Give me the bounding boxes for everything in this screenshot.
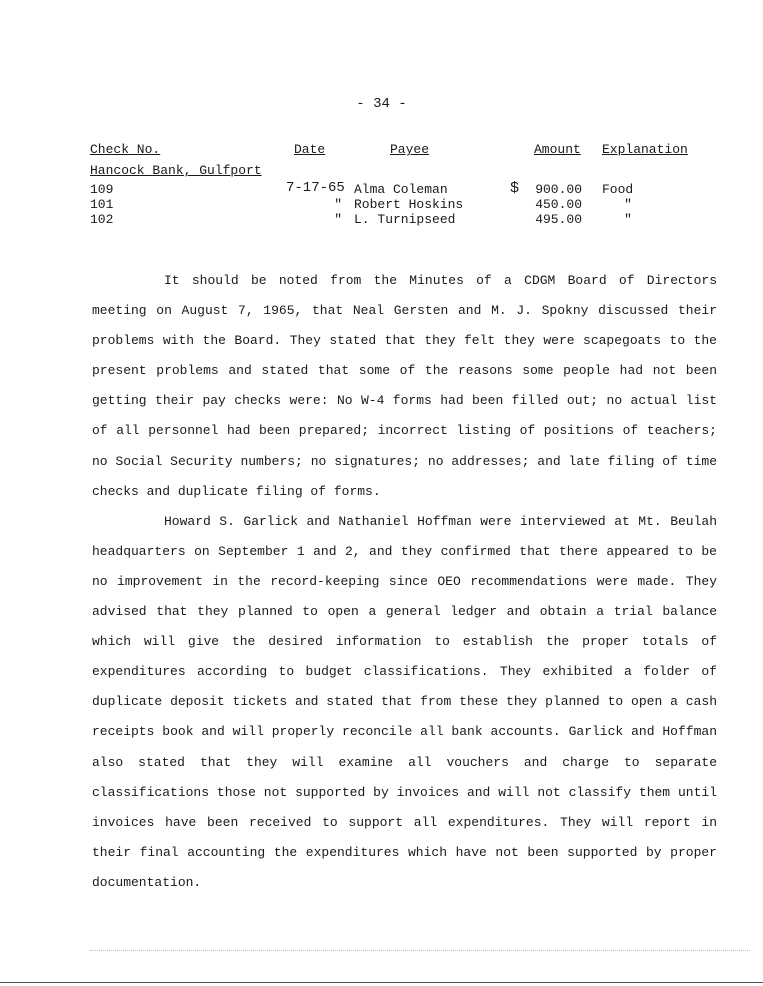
check-amount: 450.00 (535, 197, 582, 212)
check-explanation: " (624, 212, 632, 227)
paragraph: It should be noted from the Minutes of a CDGM Board of Directors meeting on August 7, 1965, that Neal Gersten and M. J. Spokny discussed their problems with the Board. They stated that they felt they were scapegoats to the present problems and stated that some of the reasons some people had not been getting their pay checks were: No W-4 forms had been filled out; no actual list of all personnel had been prepared; incorrect listing of positions of teachers; no Social Security numbers; no signatures; no addresses; and late filing of time checks and duplicate filing of forms. (92, 273, 717, 499)
dollar-sign: $ (510, 180, 520, 197)
page-divider (90, 950, 750, 951)
table-row (90, 197, 710, 212)
table-row (90, 212, 710, 227)
page-bottom-edge (0, 982, 763, 983)
document-body (92, 266, 717, 898)
column-header-explanation: Explanation (602, 142, 688, 157)
check-number: 102 (90, 212, 114, 227)
check-date: 7-17-65 (286, 180, 345, 196)
check-date: " (334, 197, 342, 212)
payee-name: Alma Coleman (354, 182, 448, 197)
check-explanation: " (624, 197, 632, 212)
payee-name: L. Turnipseed (354, 212, 456, 227)
column-header-date: Date (294, 142, 326, 157)
column-header-payee: Payee (390, 142, 430, 157)
check-amount: 495.00 (535, 212, 582, 227)
check-number: 109 (90, 182, 114, 197)
check-number: 101 (90, 197, 114, 212)
check-date: " (334, 212, 342, 227)
bank-name: Hancock Bank, Gulfport (90, 163, 262, 178)
page-number: - 34 - (356, 96, 407, 112)
column-header-amount: Amount (534, 142, 581, 157)
check-amount: 900.00 (535, 182, 582, 197)
payee-name: Robert Hoskins (354, 197, 464, 212)
column-header-check-no: Check No. (90, 142, 161, 157)
paragraph: Howard S. Garlick and Nathaniel Hoffman were interviewed at Mt. Beulah headquarters on September 1 and 2, and they confirmed that there appeared to be no improvement in the record-keeping since OEO recommendations were made. They advised that they planned to open a general ledger and obtain a trial balance which will give the desired information to establish the proper totals of expenditures according to budget classifications. They exhibited a folder of duplicate deposit tickets and stated that from these they planned to open a cash receipts book and will properly reconcile all bank accounts. Garlick and Hoffman also stated that they will examine all vouchers and charge to separate classifications those not supported by invoices and will not classify them until invoices have been received to support all expenditures. They will report in their final accounting the expenditures which have not been supported by proper documentation. (92, 513, 717, 890)
table-row (90, 182, 710, 197)
check-explanation: Food (602, 182, 634, 197)
